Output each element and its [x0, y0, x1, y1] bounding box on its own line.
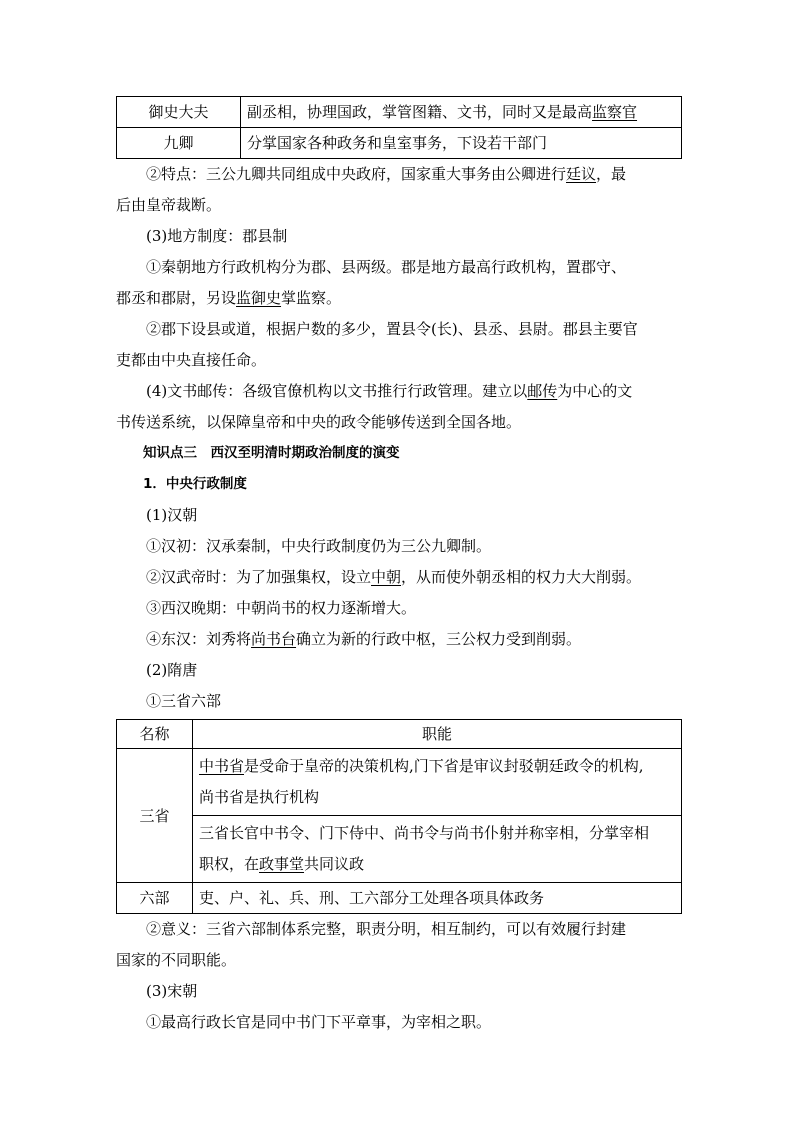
- table-row: [117, 883, 682, 914]
- paragraph-county: ②郡下设县或道，根据户数的多少，置县令(长)、县丞、县尉。郡县主要官: [146, 320, 638, 338]
- heading-local-system: (3)地方制度：郡县制: [146, 227, 288, 245]
- sansheng-table: [116, 719, 682, 914]
- table-cell-desc: 三省长官中书令、门下侍中、尚书令与尚书仆射并称宰相，分掌宰相 职权，在政事堂共同议政: [193, 816, 682, 883]
- paragraph-significance-cont: 国家的不同职能。: [116, 951, 237, 969]
- table-cell-name: 御史大夫: [117, 97, 241, 128]
- heading-song: (3)宋朝: [146, 982, 198, 1000]
- table-row: [117, 97, 682, 128]
- heading-sansheng: ①三省六部: [146, 692, 222, 710]
- section-heading: 知识点三 西汉至明清时期政治制度的演变: [143, 445, 400, 461]
- table-cell-name: 九卿: [117, 128, 241, 159]
- table-cell-sansheng: 三省: [117, 749, 193, 883]
- header-name: 名称: [117, 720, 193, 749]
- paragraph-song-1: ①最高行政长官是同中书门下平章事，为宰相之职。: [146, 1013, 492, 1031]
- paragraph-postal-cont: 书传送系统，以保障皇帝和中央的政令能够传送到全国各地。: [116, 413, 522, 431]
- paragraph-qin-local: ①秦朝地方行政机构分为郡、县两级。郡是地方最高行政机构，置郡守、: [146, 258, 627, 276]
- header-function: 职能: [193, 720, 682, 749]
- paragraph-features-cont: 后由皇帝裁断。: [116, 196, 222, 214]
- table-cell-liubu: 六部: [117, 883, 193, 914]
- document-page: [116, 96, 682, 1038]
- table-row: [117, 816, 682, 883]
- table-cell-desc: 吏、户、礼、兵、刑、工六部分工处理各项具体政务: [193, 883, 682, 914]
- subsection-heading: 1．中央行政制度: [143, 476, 247, 492]
- paragraph-qin-local-cont: 郡丞和郡尉，另设监御史掌监察。: [116, 289, 342, 307]
- table-header-row: [117, 720, 682, 749]
- paragraph-features: ②特点：三公九卿共同组成中央政府，国家重大事务由公卿进行廷议，最: [146, 165, 627, 183]
- paragraph-han-2: ②汉武帝时：为了加强集权，设立中朝，从而使外朝丞相的权力大大削弱。: [146, 568, 642, 586]
- paragraph-postal: (4)文书邮传：各级官僚机构以文书推行行政管理。建立以邮传为中心的文: [146, 382, 633, 400]
- paragraph-han-3: ③西汉晚期：中朝尚书的权力逐渐增大。: [146, 599, 417, 617]
- table-row: [117, 128, 682, 159]
- paragraph-han-4: ④东汉：刘秀将尚书台确立为新的行政中枢，三公权力受到削弱。: [146, 630, 582, 648]
- table-cell-desc: 分掌国家各种政务和皇室事务，下设若干部门: [241, 128, 682, 159]
- paragraph-significance: ②意义：三省六部制体系完整，职责分明，相互制约，可以有效履行封建: [146, 920, 627, 938]
- heading-suitang: (2)隋唐: [146, 661, 198, 679]
- paragraph-county-cont: 吏都由中央直接任命。: [116, 351, 267, 369]
- table-cell-desc: 副丞相，协理国政，掌管图籍、文书，同时又是最高监察官: [241, 97, 682, 128]
- heading-han: (1)汉朝: [146, 506, 198, 524]
- table-row: [117, 749, 682, 816]
- officials-table: [116, 96, 682, 159]
- paragraph-han-1: ①汉初：汉承秦制，中央行政制度仍为三公九卿制。: [146, 537, 492, 555]
- table-cell-desc: 中书省是受命于皇帝的决策机构,门下省是审议封驳朝廷政令的机构, 尚书省是执行机构: [193, 749, 682, 816]
